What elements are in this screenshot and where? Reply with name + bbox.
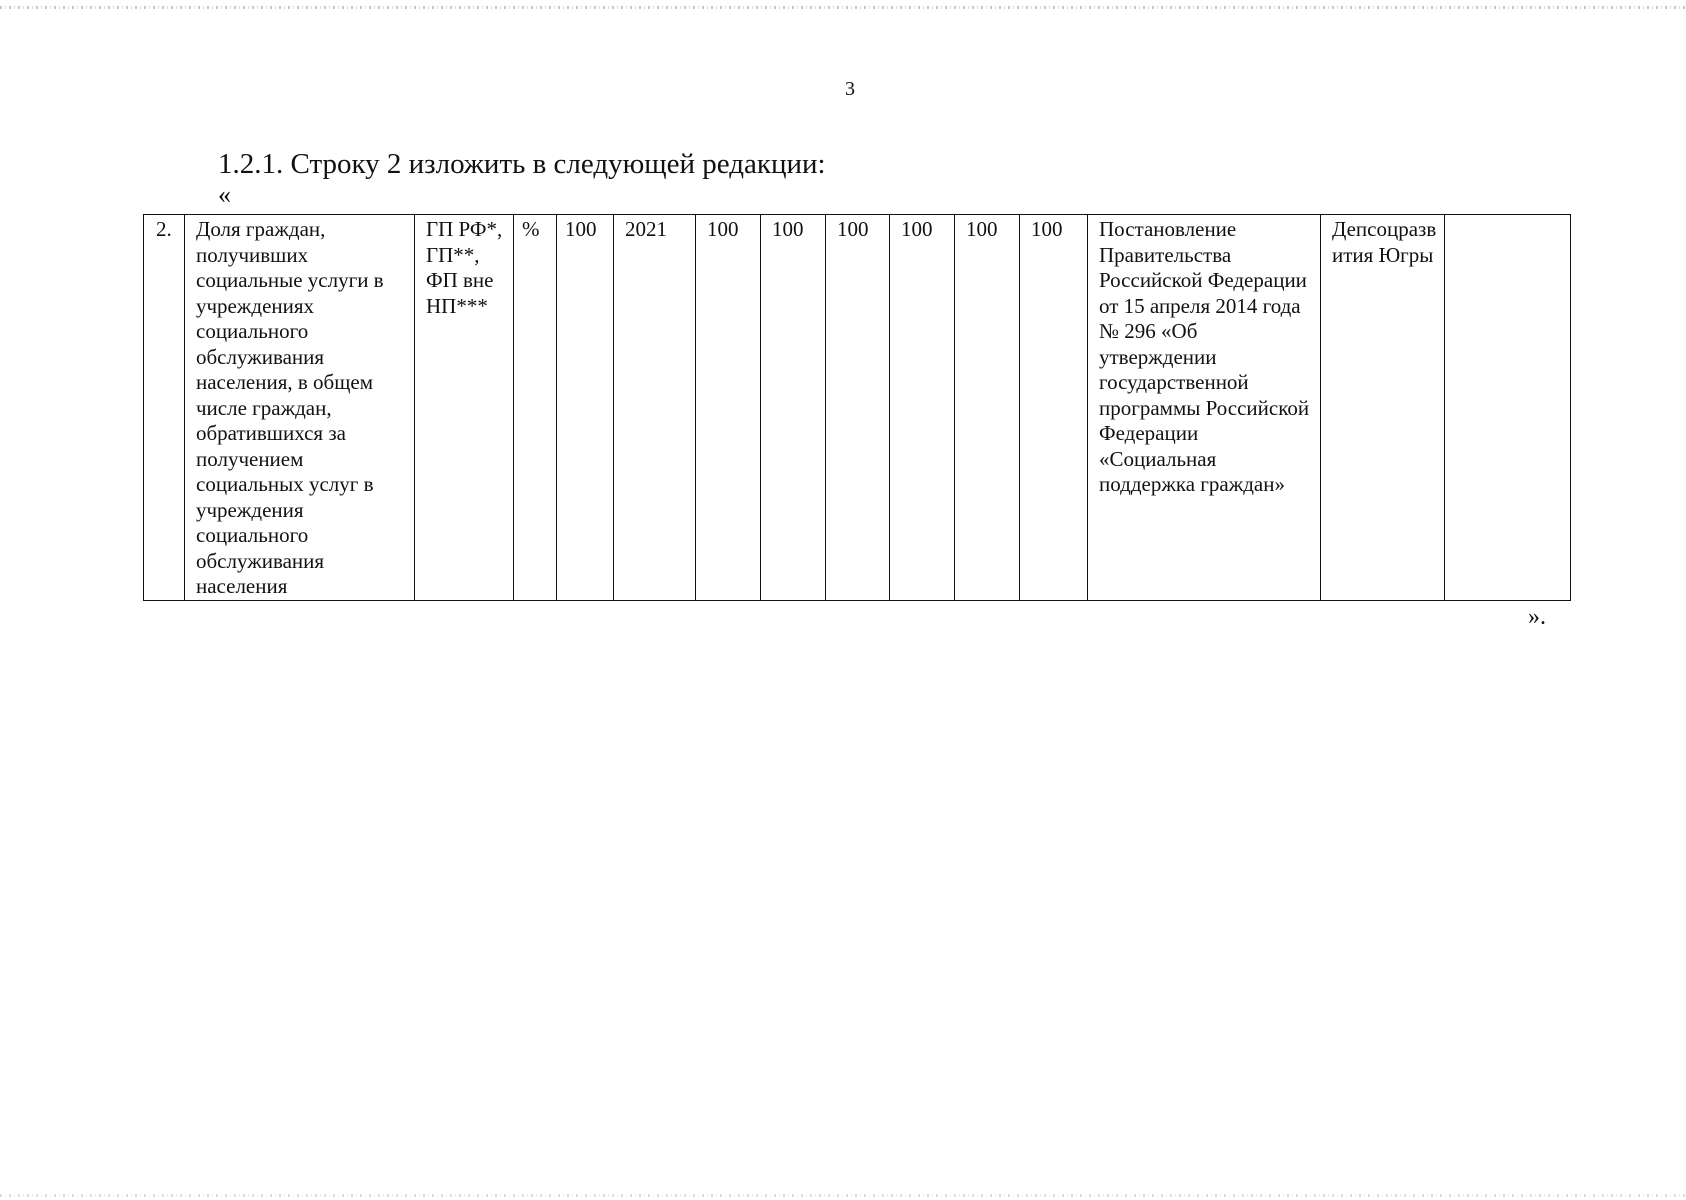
value-cell-3: 100 <box>826 215 890 601</box>
scan-edge-top <box>0 6 1686 9</box>
document-cell: Постановление Правительства Российской Федерации от 15 апреля 2014 года № 296 «Об утверждении государственной программы Российской Федерации «Социальная поддержка граждан» <box>1088 215 1321 601</box>
responsible-cell: Депсоцразвития Югры <box>1321 215 1445 601</box>
scan-edge-bottom <box>0 1194 1686 1197</box>
table-row <box>144 215 1571 601</box>
indicator-name-cell: Доля граждан, получивших социальные услуги в учреждениях социального обслуживания населения, в общем числе граждан, обратившихся за получением социальных услуг в учреждения социального обслуживания населения <box>185 215 415 601</box>
row-number-cell: 2. <box>144 215 185 601</box>
closing-quote-mark: ». <box>1528 604 1546 630</box>
source-cell: ГП РФ*, ГП**, ФП вне НП*** <box>415 215 514 601</box>
value-cell-5: 100 <box>955 215 1020 601</box>
opening-quote-mark: « <box>218 180 231 209</box>
value-cell-6: 100 <box>1020 215 1088 601</box>
page-number: 3 <box>845 78 855 100</box>
amendment-heading: 1.2.1. Строку 2 изложить в следующей редакции: <box>218 148 826 180</box>
unit-cell: % <box>514 215 557 601</box>
value-cell-2: 100 <box>761 215 826 601</box>
base-value-cell: 100 <box>557 215 614 601</box>
note-cell <box>1445 215 1571 601</box>
base-year-cell: 2021 <box>614 215 696 601</box>
value-cell-1: 100 <box>696 215 761 601</box>
value-cell-4: 100 <box>890 215 955 601</box>
indicator-table <box>143 214 1571 601</box>
